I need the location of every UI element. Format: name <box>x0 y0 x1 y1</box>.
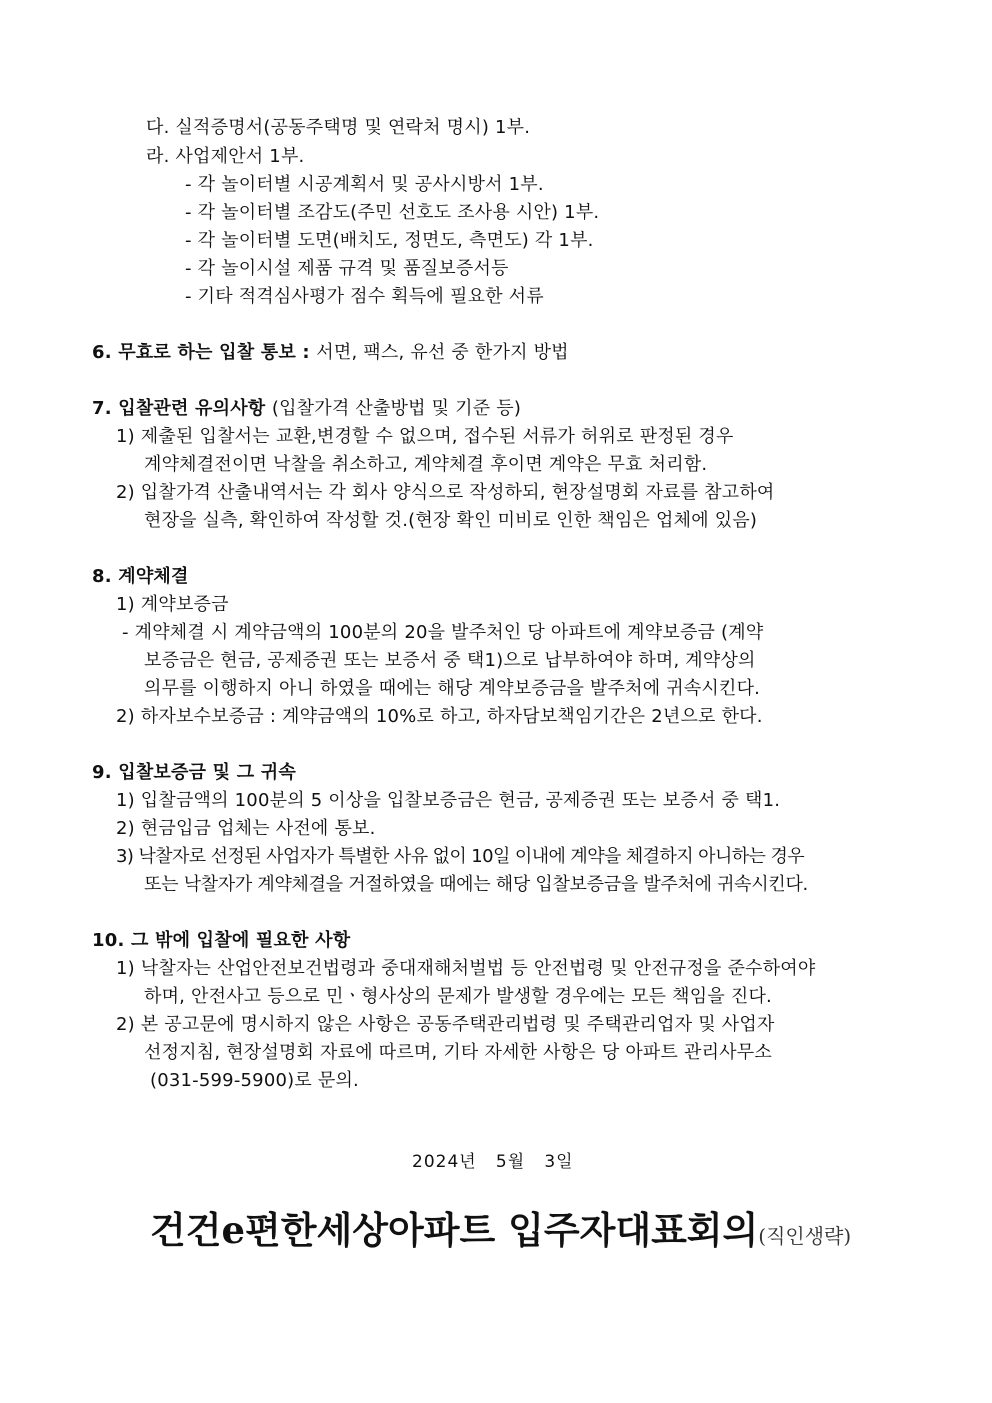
item-ra-sub-construction-plan: - 각 놀이터별 시공계획서 및 공사시방서 1부. <box>185 174 544 195</box>
section-10-item-2-line-2: 선정지침, 현장설명회 자료에 따르며, 기타 자세한 사항은 당 아파트 관리사무소 <box>144 1042 772 1063</box>
section-8-item-1-line-1: - 계약체결 시 계약금액의 100분의 20을 발주처인 당 아파트에 계약보증금 (계약 <box>122 622 764 643</box>
section-8-item-2: 2) 하자보수보증금 : 계약금액의 10%로 하고, 하자담보책임기간은 2년으로 한다. <box>116 706 763 727</box>
section-7-item-1-line-2: 계약체결전이면 낙찰을 취소하고, 계약체결 후이면 계약은 무효 처리함. <box>144 454 708 475</box>
issuer-name: 건건e편한세상아파트 입주자대표회의 <box>150 1208 759 1252</box>
issuer-signature-block <box>150 1200 851 1254</box>
section-10-item-1-line-2: 하며, 안전사고 등으로 민ㆍ형사상의 문제가 발생할 경우에는 모든 책임을 진다. <box>144 986 772 1007</box>
section-7-item-1-line-1: 1) 제출된 입찰서는 교환,변경할 수 없으며, 접수된 서류가 허위로 판정된 경우 <box>116 426 734 447</box>
section-9-heading: 9. 입찰보증금 및 그 귀속 <box>92 762 296 783</box>
section-10-item-2-line-1: 2) 본 공고문에 명시하지 않은 사항은 공동주택관리법령 및 주택관리업자 및 사업자 <box>116 1014 775 1035</box>
section-7-subtitle: (입찰가격 산출방법 및 기준 등) <box>271 398 522 419</box>
section-8-item-1: 1) 계약보증금 <box>116 594 229 615</box>
item-ra-sub-product-spec: - 각 놀이시설 제품 규격 및 품질보증서등 <box>185 258 509 279</box>
section-9-item-3-line-1: 3) 낙찰자로 선정된 사업자가 특별한 사유 없이 10일 이내에 계약을 체결하지 아니하는 경우 <box>116 846 805 867</box>
section-6-text: 서면, 팩스, 유선 중 한가지 방법 <box>316 342 569 363</box>
section-6-heading: 6. 무효로 하는 입찰 통보 : <box>92 342 317 363</box>
document-date: 2024년 5월 3일 <box>412 1152 574 1172</box>
section-10-heading: 10. 그 밖에 입찰에 필요한 사항 <box>92 930 351 951</box>
section-9-item-3-line-2: 또는 낙찰자가 계약체결을 거절하였을 때에는 해당 입찰보증금을 발주처에 귀속시킨다. <box>144 874 808 895</box>
item-ra-business-proposal: 라. 사업제안서 1부. <box>146 146 305 167</box>
item-ra-sub-drawings: - 각 놀이터별 도면(배치도, 정면도, 측면도) 각 1부. <box>185 230 594 251</box>
section-8-item-1-line-2: 보증금은 현금, 공제증권 또는 보증서 중 택1)으로 납부하여야 하며, 계약상의 <box>144 650 756 671</box>
section-6 <box>92 341 569 365</box>
section-7 <box>92 397 521 421</box>
section-7-item-2-line-2: 현장을 실측, 확인하여 작성할 것.(현장 확인 미비로 인한 책임은 업체에 있음) <box>144 510 758 531</box>
section-8-heading: 8. 계약체결 <box>92 566 189 587</box>
seal-omitted-note: (직인생략) <box>758 1224 852 1248</box>
item-ra-sub-bird-eye-view: - 각 놀이터별 조감도(주민 선호도 조사용 시안) 1부. <box>185 202 600 223</box>
section-9-item-1: 1) 입찰금액의 100분의 5 이상을 입찰보증금은 현금, 공제증권 또는 보증서 중 택1. <box>116 790 781 811</box>
section-7-item-2-line-1: 2) 입찰가격 산출내역서는 각 회사 양식으로 작성하되, 현장설명회 자료를 참고하여 <box>116 482 775 503</box>
section-10-item-1-line-1: 1) 낙찰자는 산업안전보건법령과 중대재해처벌법 등 안전법령 및 안전규정을 준수하여야 <box>116 958 816 979</box>
item-ra-sub-other-documents: - 기타 적격심사평가 점수 획득에 필요한 서류 <box>185 286 544 307</box>
item-da-performance-certificate: 다. 실적증명서(공동주택명 및 연락처 명시) 1부. <box>146 117 531 138</box>
section-7-heading: 7. 입찰관련 유의사항 <box>92 398 272 419</box>
section-8-item-1-line-3: 의무를 이행하지 아니 하였을 때에는 해당 계약보증금을 발주처에 귀속시킨다. <box>144 678 761 699</box>
section-9-item-2: 2) 현금입금 업체는 사전에 통보. <box>116 818 376 839</box>
section-10-item-2-line-3: (031-599-5900)로 문의. <box>150 1070 359 1091</box>
